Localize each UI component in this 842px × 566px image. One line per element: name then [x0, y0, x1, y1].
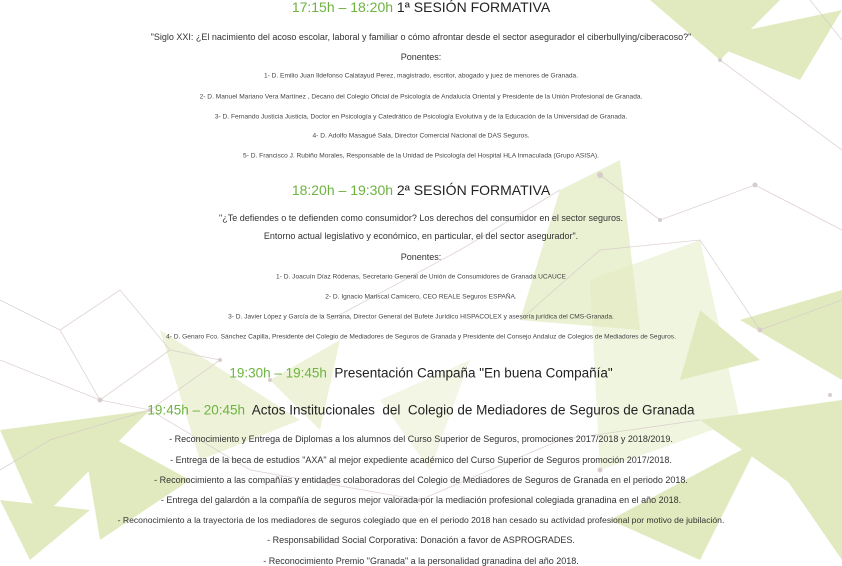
acto-item: - Reconocimiento Premio "Granada" a la personalidad granadina del año 2018.	[263, 556, 579, 566]
acto-item: - Reconocimiento y Entrega de Diplomas a los alumnos del Curso Superior de Seguros, promociones 2017/2018 y 2018/2019.	[169, 434, 673, 444]
campaign-heading	[0, 366, 842, 381]
session1-time: 17:15h – 18:20h	[291, 0, 394, 15]
session1-heading	[0, 0, 842, 15]
acto-item: - Responsabilidad Social Corporativa: Donación a favor de ASPROGRADES.	[267, 535, 575, 545]
actos-title: Actos Institucionales del Colegio de Mediadores de Seguros de Granada	[251, 402, 695, 418]
session1-ponentes-label: Ponentes:	[400, 52, 442, 62]
session2-quote-line: "¿Te defiendes o te defienden como consumidor? Los derechos del consumidor en el sector seguros.	[219, 213, 623, 223]
speaker: 4- D. Adolfo Masagué Sala, Director Comercial Nacional de DAS Seguros.	[312, 132, 530, 140]
session1-quote: "Siglo XXI: ¿El nacimiento del acoso escolar, laboral y familiar o cómo afrontar desde el sector asegurador el ciberbullying/ciberacoso?"	[150, 32, 692, 42]
speaker: 2- D. Ignacio Mariscal Camicero, CEO REALE Seguros ESPAÑA.	[325, 293, 517, 301]
session1-title: 1ª SESIÓN FORMATIVA	[396, 0, 551, 15]
speaker: 4- D. Genaro Fco. Sánchez Capilla, Presidente del Colegio de Mediadores de Seguros de Granada y Presidente del Consejo Andaluz de Colegios de Mediadores de Seguros.	[166, 333, 676, 341]
speaker: 2- D. Manuel Mariano Vera Martínez , Decano del Colegio Oficial de Psicología de Andalucía Oriental y Presidente de la Unión Profesional de Granada.	[199, 93, 643, 101]
speaker: 3- D. Fernando Justicia Justicia, Doctor en Psicología y Catedrático de Psicología Evolutiva y de la Educación de la Universidad de Granada.	[214, 113, 628, 121]
actos-heading	[0, 403, 842, 418]
session2-ponentes-label: Ponentes:	[400, 252, 442, 262]
acto-item: - Reconocimiento a la trayectoria de los mediadores de seguros colegiado que en el periodo 2018 han cesado su actividad profesional por motivo de jubilación.	[117, 515, 725, 525]
campaign-time: 19:30h – 19:45h	[229, 365, 327, 381]
session2-quote-line: Entorno actual legislativo y económico, en particular, el del sector asegurador".	[263, 231, 579, 241]
session2-heading	[0, 182, 842, 198]
speaker: 3- D. Javier López y García de la Serrana, Director General del Bufete Jurídico HISPACOLEX y asesoría jurídica del CMS-Granada.	[228, 313, 614, 321]
session2-time: 18:20h – 19:30h	[291, 182, 394, 198]
campaign-title: Presentación Campaña "En buena Compañía"	[334, 365, 613, 381]
session2-title: 2ª SESIÓN FORMATIVA	[396, 182, 551, 198]
speaker: 1- D. Emilio Juan Ildefonso Calatayud Perez, magistrado, escritor, abogado y juez de menores de Granada.	[263, 72, 579, 80]
acto-item: - Entrega de la beca de estudios "AXA" al mejor expediente académico del Curso Superior de Seguros promoción 2017/2018.	[170, 455, 672, 465]
acto-item: - Entrega del galardón a la compañía de seguros mejor valorada por la mediación profesional colegiada granadina en el año 2018.	[160, 495, 682, 505]
speaker: 1- D. Joacuín Díaz Ródenas, Secretario General de Unión de Consumidores de Granada UCAUCE	[276, 273, 566, 281]
speaker: 5- D. Francisco J. Rubiño Morales, Responsable de la Unidad de Psicología del Hospital HLA Inmaculada (Grupo ASISA).	[243, 152, 599, 160]
actos-time: 19:45h – 20:45h	[147, 402, 246, 418]
acto-item: - Reconocimiento a las compañías y entidades colaboradoras del Colegio de Mediadores de Seguros de Granada en el periodo 2018.	[154, 475, 688, 485]
